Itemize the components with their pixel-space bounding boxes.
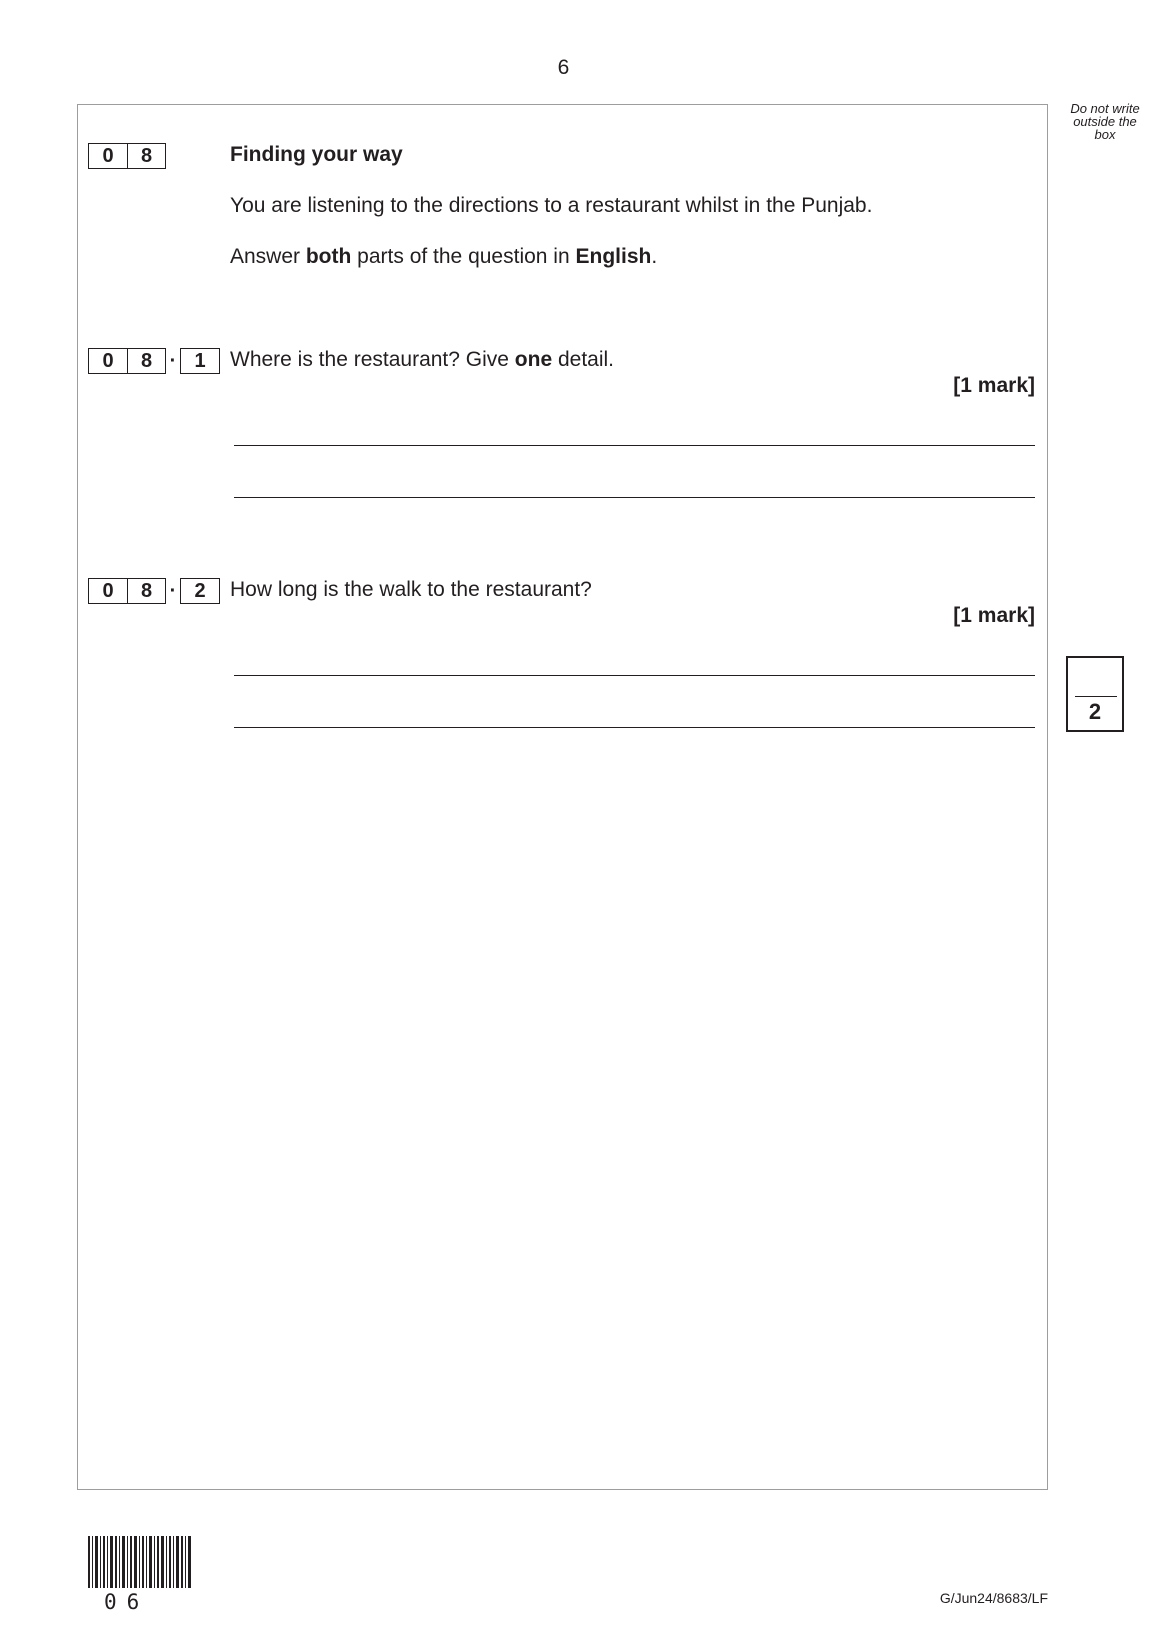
part-sub-digit: 2 (194, 579, 206, 602)
question-title: Finding your way (230, 143, 403, 166)
question-instruction: Answer both parts of the question in English. (230, 245, 658, 268)
answer-line[interactable] (234, 445, 1035, 446)
question-intro: You are listening to the directions to a restaurant whilst in the Punjab. (230, 194, 873, 217)
part-question-text: How long is the walk to the restaurant? (230, 578, 592, 601)
mark-allocation: [1 mark] (953, 604, 1035, 627)
marks-total-box (1066, 656, 1124, 732)
score-rule (1075, 696, 1117, 697)
answer-line[interactable] (234, 497, 1035, 498)
part-separator: · (169, 350, 177, 372)
margin-note-line: Do not write (1070, 101, 1140, 116)
barcode-number: 06 (104, 1590, 150, 1614)
part-separator: · (169, 580, 177, 602)
margin-note (1055, 102, 1155, 141)
answer-line[interactable] (234, 675, 1035, 676)
marks-total: 2 (1088, 699, 1102, 724)
part-digit: 8 (127, 579, 165, 603)
mark-allocation: [1 mark] (953, 374, 1035, 397)
part-number-box (88, 578, 220, 604)
page-number: 6 (557, 56, 570, 79)
margin-note-line: outside the (1073, 114, 1137, 129)
margin-note-line: box (1094, 127, 1116, 142)
part-digit: 0 (102, 579, 114, 602)
answer-frame (77, 104, 1048, 1490)
part-sub-digit: 1 (194, 349, 206, 372)
question-digit: 0 (102, 144, 114, 167)
question-digit: 8 (127, 144, 165, 168)
part-digit: 8 (127, 349, 165, 373)
part-digit: 0 (102, 349, 114, 372)
part-number-box (88, 348, 220, 374)
part-question-text: Where is the restaurant? Give one detail. (230, 348, 615, 371)
question-number-box (88, 143, 166, 169)
answer-line[interactable] (234, 727, 1035, 728)
barcode-icon (88, 1536, 192, 1588)
paper-reference: G/Jun24/8683/LF (939, 1590, 1048, 1606)
